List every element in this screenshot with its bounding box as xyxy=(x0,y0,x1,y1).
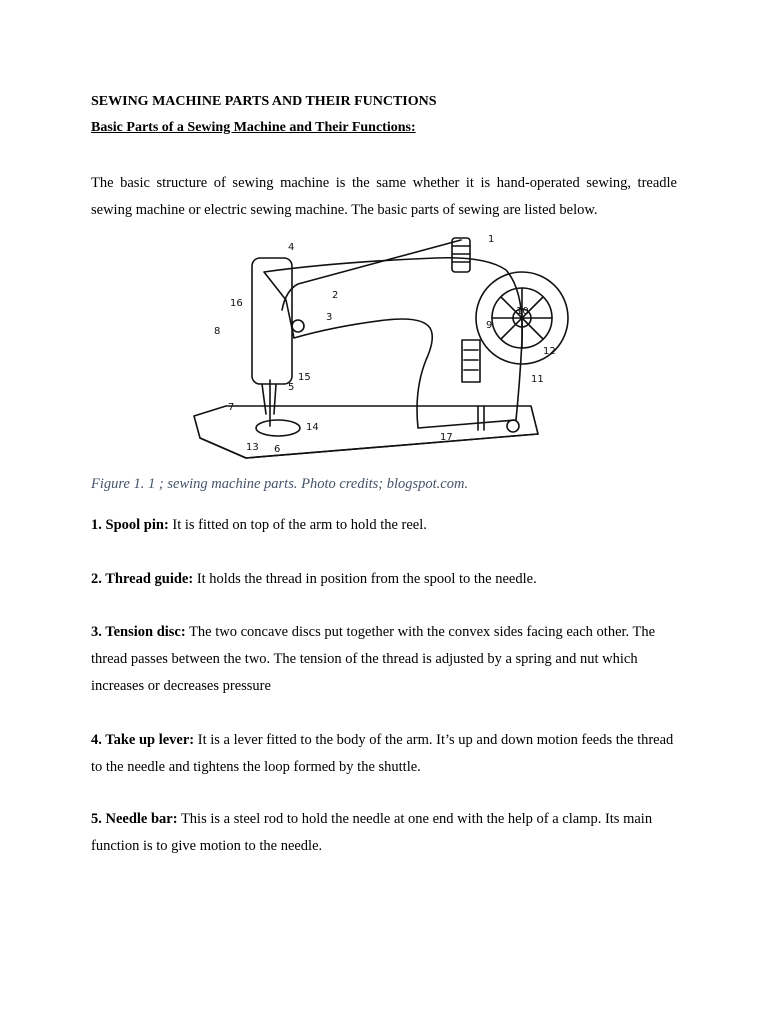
figure-label-7: 7 xyxy=(228,402,235,413)
figure-label-12: 12 xyxy=(543,346,556,357)
figure-label-5: 5 xyxy=(288,382,295,393)
part-description: It is a lever fitted to the body of the arm. It’s up and down motion feeds the thread to the needle and tightens the loop formed by the shuttle. xyxy=(91,732,674,775)
part-name: 2. Thread guide: xyxy=(91,571,194,587)
sewing-machine-illustration xyxy=(186,230,586,462)
figure-label-15: 15 xyxy=(298,372,311,383)
part-description: It holds the thread in position from the spool to the needle. xyxy=(193,571,537,587)
part-item-take-up-lever xyxy=(91,727,677,781)
figure-label-3: 3 xyxy=(326,312,333,323)
part-name: 3. Tension disc: xyxy=(91,624,186,640)
section-subtitle: Basic Parts of a Sewing Machine and Their Functions: xyxy=(91,120,416,135)
part-item-needle-bar xyxy=(91,806,677,860)
page-title: SEWING MACHINE PARTS AND THEIR FUNCTIONS xyxy=(91,94,437,109)
figure-label-4: 4 xyxy=(288,242,295,253)
part-item-thread-guide xyxy=(91,566,677,593)
part-item-tension-disc xyxy=(91,619,677,700)
spool-shape xyxy=(452,238,470,272)
figure-label-6: 6 xyxy=(274,444,281,455)
part-item-spool-pin xyxy=(91,512,677,539)
part-description: This is a steel rod to hold the needle at one end with the help of a clamp. Its main function is to give motion to the needle. xyxy=(91,811,653,854)
part-description: The two concave discs put together with the convex sides facing each other. The thread passes between the two. The tension of the thread is adjusted by a spring and nut which increases or decreases pressure xyxy=(91,624,656,694)
figure-label-16: 16 xyxy=(230,298,243,309)
figure-label-2: 2 xyxy=(332,290,339,301)
figure-label-11: 11 xyxy=(531,374,544,385)
figure-label-17: 17 xyxy=(440,432,453,443)
figure-label-8: 8 xyxy=(214,326,221,337)
part-name: 5. Needle bar: xyxy=(91,811,178,827)
part-name: 1. Spool pin: xyxy=(91,517,169,533)
figure-label-14: 14 xyxy=(306,422,319,433)
figure-label-1: 1 xyxy=(488,234,495,245)
machine-head-shape xyxy=(252,258,292,384)
part-description: It is fitted on top of the arm to hold the reel. xyxy=(168,517,427,533)
figure-label-9: 9 xyxy=(486,320,493,331)
figure-label-10: 10 xyxy=(516,306,529,317)
figure-label-13: 13 xyxy=(246,442,259,453)
figure-caption: Figure 1. 1 ; sewing machine parts. Photo credits; blogspot.com. xyxy=(91,476,469,492)
sewing-machine-figure xyxy=(186,230,586,462)
intro-paragraph: The basic structure of sewing machine is the same whether it is hand-operated sewing, treadle sewing machine or electric sewing machine. The basic parts of sewing are listed below. xyxy=(91,175,677,218)
part-name: 4. Take up lever: xyxy=(91,732,195,748)
